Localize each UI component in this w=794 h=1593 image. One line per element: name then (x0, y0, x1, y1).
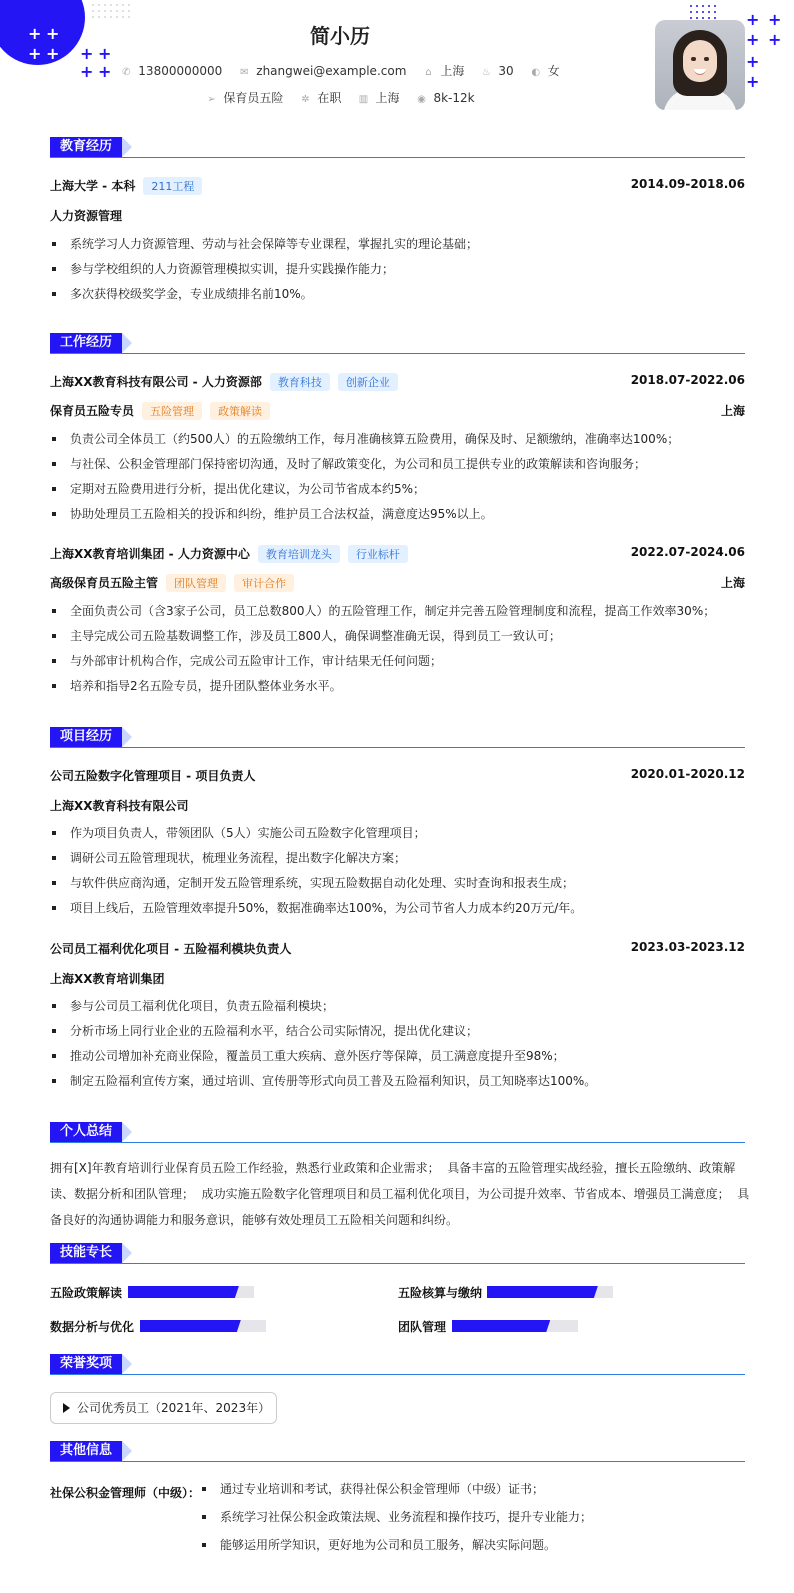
bullet-item: 分析市场上同行业企业的五险福利水平，结合公司实际情况，提出优化建议； (50, 1022, 745, 1047)
dot (98, 4, 100, 6)
info-item (238, 64, 406, 78)
section-divider (50, 747, 745, 748)
job-position-group (50, 574, 294, 592)
section-divider (50, 1142, 745, 1143)
dot (696, 17, 698, 19)
bullet-item: 定期对五险费用进行分析，提出优化建议，为公司节省成本约5%； (50, 480, 745, 505)
send-icon: ➢ (207, 94, 216, 105)
position-tag: 团队管理 (166, 574, 226, 592)
bullet-item: 培养和指导2名五险专员，提升团队整体业务水平。 (50, 677, 745, 702)
dot (110, 10, 112, 12)
dot (702, 17, 704, 19)
dot (104, 4, 106, 6)
job-company-group (50, 545, 408, 563)
school-tag: 211工程 (143, 177, 202, 195)
plus-icon: + (746, 30, 760, 49)
dot (702, 5, 704, 7)
project-header (50, 767, 745, 785)
company-tag: 创新企业 (338, 373, 398, 391)
plus-icon: + (28, 24, 42, 43)
job-company: 上海XX教育培训集团 - 人力资源中心 (50, 547, 250, 561)
bullet-item: 通过专业培训和考试，获得社保公积金管理师（中级）证书； (200, 1480, 592, 1508)
plus-icon: + (28, 44, 42, 63)
info-text: 30 (498, 64, 514, 78)
candidate-name: 简小历 (310, 24, 370, 48)
project-date: 2020.01-2020.12 (630, 767, 745, 781)
project-name: 公司员工福利优化项目 - 五险福利模块负责人 (50, 942, 292, 956)
skill-level-fill (452, 1320, 550, 1332)
position-tag: 审计合作 (234, 574, 294, 592)
job-position: 高级保育员五险主管 (50, 576, 159, 590)
phone-icon: ✆ (122, 67, 131, 78)
project-name: 公司五险数字化管理项目 - 项目负责人 (50, 769, 256, 783)
dot (92, 16, 94, 18)
award-item[interactable] (50, 1392, 277, 1424)
dot (128, 4, 130, 6)
job-bullet-list (50, 430, 745, 530)
bullet-item: 主导完成公司五险基数调整工作，涉及员工800人，确保调整准确无误，得到员工一致认可； (50, 627, 745, 652)
bullet-item: 作为项目负责人，带领团队（5人）实施公司五险数字化管理项目； (50, 824, 745, 849)
info-text: 保育员五险 (223, 91, 284, 105)
job-position-row (50, 402, 745, 420)
education-date: 2014.09-2018.06 (630, 177, 745, 191)
info-text: 上海 (375, 91, 400, 105)
dot (714, 11, 716, 13)
section-title-education: 教育经历 (50, 137, 122, 157)
section-divider (50, 1263, 745, 1264)
job-location: 上海 (720, 404, 745, 418)
dot (696, 5, 698, 7)
dot (122, 16, 124, 18)
job-intent-row (0, 89, 680, 106)
position-tag: 政策解读 (210, 402, 270, 420)
info-text: 在职 (317, 91, 342, 105)
section-divider (50, 157, 745, 158)
profile-photo (655, 20, 745, 110)
info-text: 上海 (440, 64, 465, 78)
project-bullet-list (50, 824, 745, 924)
section-divider (50, 1374, 745, 1375)
bullet-item: 与软件供应商沟通，定制开发五险管理系统，实现五险数据自动化处理、实时查询和报表生成； (50, 874, 745, 899)
project-header (50, 940, 745, 958)
section-title-summary: 个人总结 (50, 1122, 122, 1142)
dot (98, 10, 100, 12)
dot (116, 10, 118, 12)
job-header (50, 545, 745, 563)
project-org: 上海XX教育培训集团 (50, 972, 165, 986)
bullet-item: 协助处理员工五险相关的投诉和纠纷，维护员工合法权益，满意度达95%以上。 (50, 505, 745, 530)
job-header (50, 373, 745, 391)
info-text: 13800000000 (138, 64, 223, 78)
dot (110, 16, 112, 18)
plus-icon: + (46, 44, 60, 63)
gender-icon: ◐ (531, 67, 541, 78)
dot (98, 16, 100, 18)
certificate-label: 社保公积金管理师（中级）： (50, 1486, 201, 1500)
building-icon: ▥ (358, 94, 369, 105)
info-item (415, 91, 474, 105)
dot (702, 11, 704, 13)
skill-name: 五险核算与缴纳 (398, 1286, 483, 1300)
bullet-item: 多次获得校级奖学金，专业成绩排名前10%。 (50, 285, 745, 310)
bullet-item: 负责公司全体员工（约500人）的五险缴纳工作，每月准确核算五险费用，确保及时、足额缴纳，准确率达100%； (50, 430, 745, 455)
section-title-work: 工作经历 (50, 333, 122, 353)
certificate-bullet-list (200, 1480, 592, 1564)
section-divider (50, 1461, 745, 1462)
section-title-other: 其他信息 (50, 1441, 122, 1461)
info-item (480, 64, 513, 78)
dot (696, 11, 698, 13)
skill-name: 团队管理 (398, 1320, 447, 1334)
company-tag: 教育培训龙头 (258, 545, 340, 563)
dot (128, 10, 130, 12)
bullet-item: 系统学习人力资源管理、劳动与社会保障等专业课程，掌握扎实的理论基础； (50, 235, 745, 260)
info-item (422, 62, 464, 79)
school-name: 上海大学 - 本科 (50, 179, 136, 193)
job-position-group (50, 402, 270, 420)
section-divider (50, 353, 745, 354)
plus-icon: + (746, 10, 760, 29)
bullet-item: 参与公司员工福利优化项目，负责五险福利模块； (50, 997, 745, 1022)
section-title-awards: 荣誉奖项 (50, 1354, 122, 1374)
bullet-item: 项目上线后，五险管理效率提升50%，数据准确率达100%，为公司节省人力成本约20万元/年。 (50, 899, 745, 924)
bullet-item: 系统学习社保公积金政策法规、业务流程和操作技巧，提升专业能力； (200, 1508, 592, 1536)
dot (690, 17, 692, 19)
skill-level-fill (140, 1320, 241, 1332)
cake-icon: ♨ (481, 67, 491, 78)
summary-line: 读、数据分析和团队管理； 成功实施五险数字化管理项目和员工福利优化项目，为公司提升效率、节省成本、增强员工满意度； 具 (50, 1187, 750, 1201)
plus-icon: + (746, 72, 760, 91)
education-header (50, 177, 745, 195)
job-position: 保育员五险专员 (50, 404, 135, 418)
skill-level-bar (128, 1286, 254, 1298)
job-position-row (50, 574, 745, 592)
plus-icon: + (80, 62, 94, 81)
bullet-item: 全面负责公司（含3家子公司，员工总数800人）的五险管理工作，制定并完善五险管理制度和流程，提高工作效率30%； (50, 602, 745, 627)
home-icon: ⌂ (425, 67, 432, 78)
job-bullet-list (50, 602, 745, 702)
plus-icon: + (98, 44, 112, 63)
position-tag: 五险管理 (142, 402, 202, 420)
info-item (357, 89, 399, 106)
skill-level-bar (140, 1320, 266, 1332)
job-location: 上海 (720, 576, 745, 590)
dot (690, 11, 692, 13)
project-org: 上海XX教育科技有限公司 (50, 799, 189, 813)
info-item (299, 89, 341, 106)
status-icon: ✲ (301, 94, 310, 105)
dot (110, 4, 112, 6)
skill-level-bar (452, 1320, 578, 1332)
salary-icon: ◉ (417, 94, 426, 105)
job-date: 2022.07-2024.06 (630, 545, 745, 559)
contact-info-row (0, 62, 680, 79)
dot (104, 16, 106, 18)
job-company: 上海XX教育科技有限公司 - 人力资源部 (50, 375, 262, 389)
skill-level-bar (487, 1286, 613, 1298)
bullet-item: 参与学校组织的人力资源管理模拟实训，提升实践操作能力； (50, 260, 745, 285)
bullet-item: 与外部审计机构合作，完成公司五险审计工作，审计结果无任何问题； (50, 652, 745, 677)
company-tag: 行业标杆 (348, 545, 408, 563)
company-tag: 教育科技 (270, 373, 330, 391)
bullet-item: 与社保、公积金管理部门保持密切沟通，及时了解政策变化，为公司和员工提供专业的政策解读和咨询服务； (50, 455, 745, 480)
info-item (120, 64, 222, 78)
plus-icon: + (80, 44, 94, 63)
dot (122, 4, 124, 6)
award-text: 公司优秀员工（2021年、2023年） (77, 1401, 271, 1415)
dot (116, 4, 118, 6)
education-bullet-list (50, 235, 745, 310)
skill-level-fill (128, 1286, 239, 1298)
summary-line: 备良好的沟通协调能力和服务意识，能够有效处理员工五险相关问题和纠纷。 (50, 1213, 459, 1227)
project-bullet-list (50, 997, 745, 1097)
plus-icon: + (746, 52, 760, 71)
info-item (205, 89, 283, 106)
skill-name: 五险政策解读 (50, 1286, 123, 1300)
project-date: 2023.03-2023.12 (630, 940, 745, 954)
info-text: zhangwei@example.com (256, 64, 407, 78)
bullet-item: 能够运用所学知识，更好地为公司和员工服务，解决实际问题。 (200, 1536, 592, 1564)
mail-icon: ✉ (240, 67, 249, 78)
dot (714, 17, 716, 19)
plus-icon: + (98, 62, 112, 81)
info-text: 女 (547, 64, 560, 78)
triangle-right-icon (63, 1403, 70, 1413)
section-title-projects: 项目经历 (50, 727, 122, 747)
job-company-group (50, 373, 398, 391)
dot (128, 16, 130, 18)
plus-icon: + (768, 30, 782, 49)
dot (708, 17, 710, 19)
dot (116, 16, 118, 18)
bullet-item: 调研公司五险管理现状，梳理业务流程，提出数字化解决方案； (50, 849, 745, 874)
dot (708, 5, 710, 7)
summary-line: 拥有[X]年教育培训行业保育员五险工作经验，熟悉行业政策和企业需求； 具备丰富的五险管理实战经验，擅长五险缴纳、政策解 (50, 1161, 736, 1175)
plus-icon: + (768, 10, 782, 29)
dot (690, 5, 692, 7)
section-title-skills: 技能专长 (50, 1243, 122, 1263)
info-text: 8k-12k (433, 91, 475, 105)
dot (708, 11, 710, 13)
bullet-item: 制定五险福利宣传方案，通过培训、宣传册等形式向员工普及五险福利知识，员工知晓率达100%。 (50, 1072, 745, 1097)
info-item (530, 62, 560, 79)
summary-text (50, 1155, 750, 1233)
job-date: 2018.07-2022.06 (630, 373, 745, 387)
plus-icon: + (46, 24, 60, 43)
bullet-item: 推动公司增加补充商业保险，覆盖员工重大疾病、意外医疗等保障，员工满意度提升至98%； (50, 1047, 745, 1072)
dot (104, 10, 106, 12)
skill-name: 数据分析与优化 (50, 1320, 135, 1334)
dot (122, 10, 124, 12)
dot (92, 10, 94, 12)
education-major: 人力资源管理 (50, 209, 123, 223)
skill-level-fill (487, 1286, 598, 1298)
dot (714, 5, 716, 7)
dot (92, 4, 94, 6)
